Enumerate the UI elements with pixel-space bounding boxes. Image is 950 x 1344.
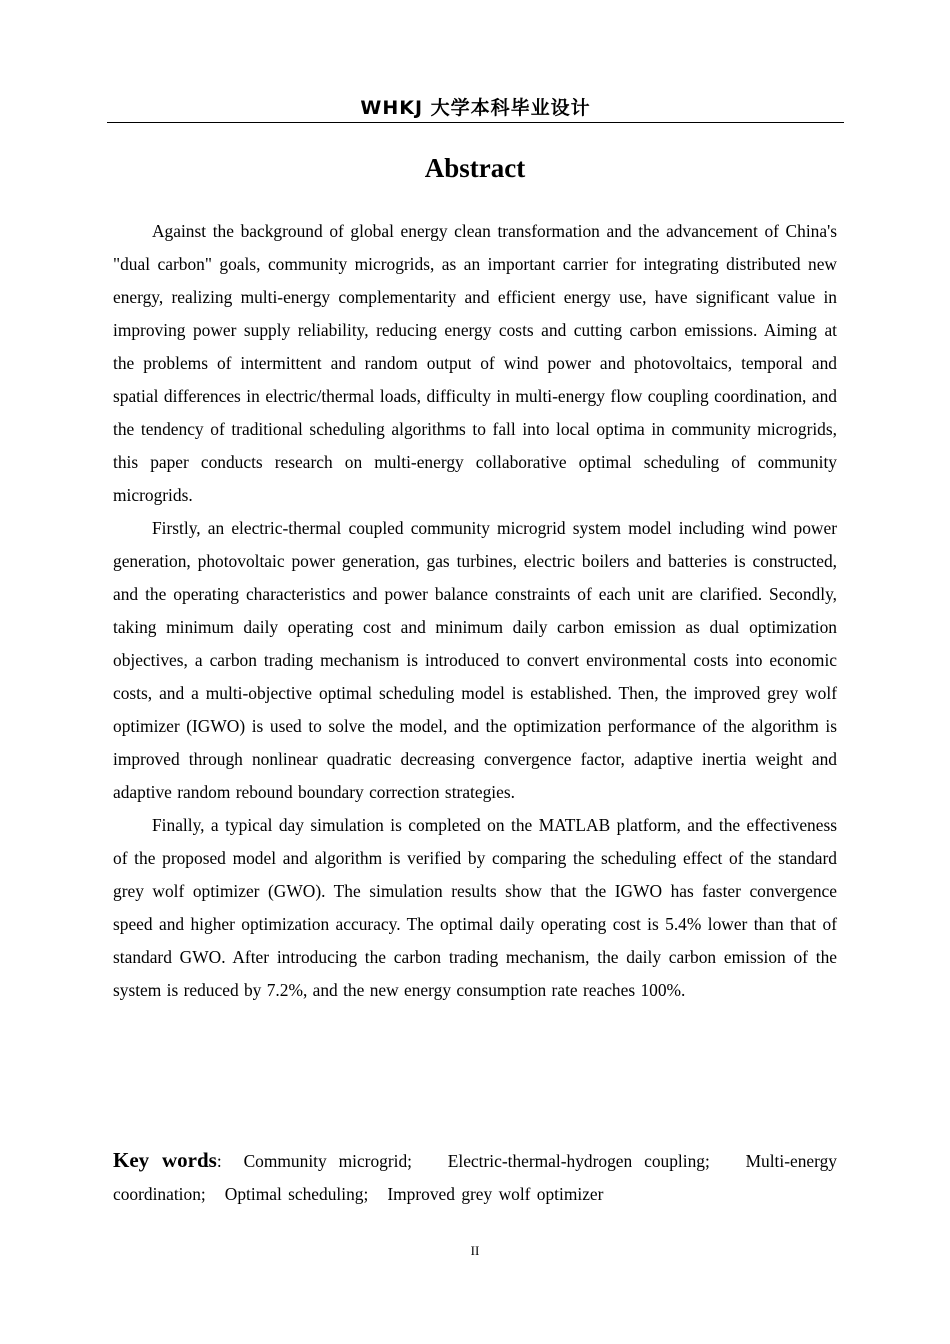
abstract-paragraph-3: Finally, a typical day simulation is completed on the MATLAB platform, and the effectiveness of the proposed model and algorithm is verified by comparing the scheduling effect of the standard grey wolf optimizer (GWO). The simulation results show that the IGWO has faster convergence speed and higher optimization accuracy. The optimal daily operating cost is 5.4% lower than that of standard GWO. After introducing the carbon trading mechanism, the daily carbon emission of the system is reduced by 7.2%, and the new energy consumption rate reaches 100%.	[113, 815, 837, 1000]
abstract-title: Abstract	[424, 153, 526, 183]
keyword-item: Community microgrid;	[243, 1151, 412, 1171]
abstract-paragraph-1: Against the background of global energy clean transformation and the advancement of China's "dual carbon" goals, community microgrids, as an important carrier for integrating distributed new energy, realizing multi-energy complementarity and efficient energy use, have significant value in improving power supply reliability, reducing energy costs and cutting carbon emissions. Aiming at the problems of intermittent and random output of wind power and photovoltaics, temporal and spatial differences in electric/thermal loads, difficulty in multi-energy flow coupling coordination, and the tendency of traditional scheduling algorithms to fall into local optima in community microgrids, this paper conducts research on multi-energy collaborative optimal scheduling of community microgrids.	[113, 221, 837, 505]
abstract-paragraph-2: Firstly, an electric-thermal coupled community microgrid system model including wind power generation, photovoltaic power generation, gas turbines, electric boilers and batteries is constructed, and the operating characteristics and power balance constraints of each unit are clarified. Secondly, taking minimum daily operating cost and minimum daily carbon emission as dual optimization objectives, a carbon trading mechanism is introduced to convert environmental costs into economic costs, and a multi-objective optimal scheduling model is established. Then, the improved grey wolf optimizer (IGWO) is used to solve the model, and the optimization performance of the algorithm is improved through nonlinear quadratic decreasing convergence factor, adaptive inertia weight and adaptive random rebound boundary correction strategies.	[113, 518, 837, 802]
page-header	[107, 94, 844, 123]
keywords-section	[113, 1144, 837, 1211]
keyword-item: Multi-energy coordination;	[113, 1151, 838, 1204]
keywords-label: Key words	[113, 1148, 217, 1172]
keyword-item: Improved grey wolf optimizer	[387, 1184, 604, 1204]
header-title: WHKJ 大学本科毕业设计	[360, 97, 591, 119]
keyword-item: Optimal scheduling;	[224, 1184, 369, 1204]
keywords-colon: :	[216, 1151, 222, 1171]
page-number: II	[470, 1243, 480, 1258]
abstract-body	[113, 215, 837, 1007]
keyword-item: Electric-thermal-hydrogen coupling;	[447, 1151, 710, 1171]
